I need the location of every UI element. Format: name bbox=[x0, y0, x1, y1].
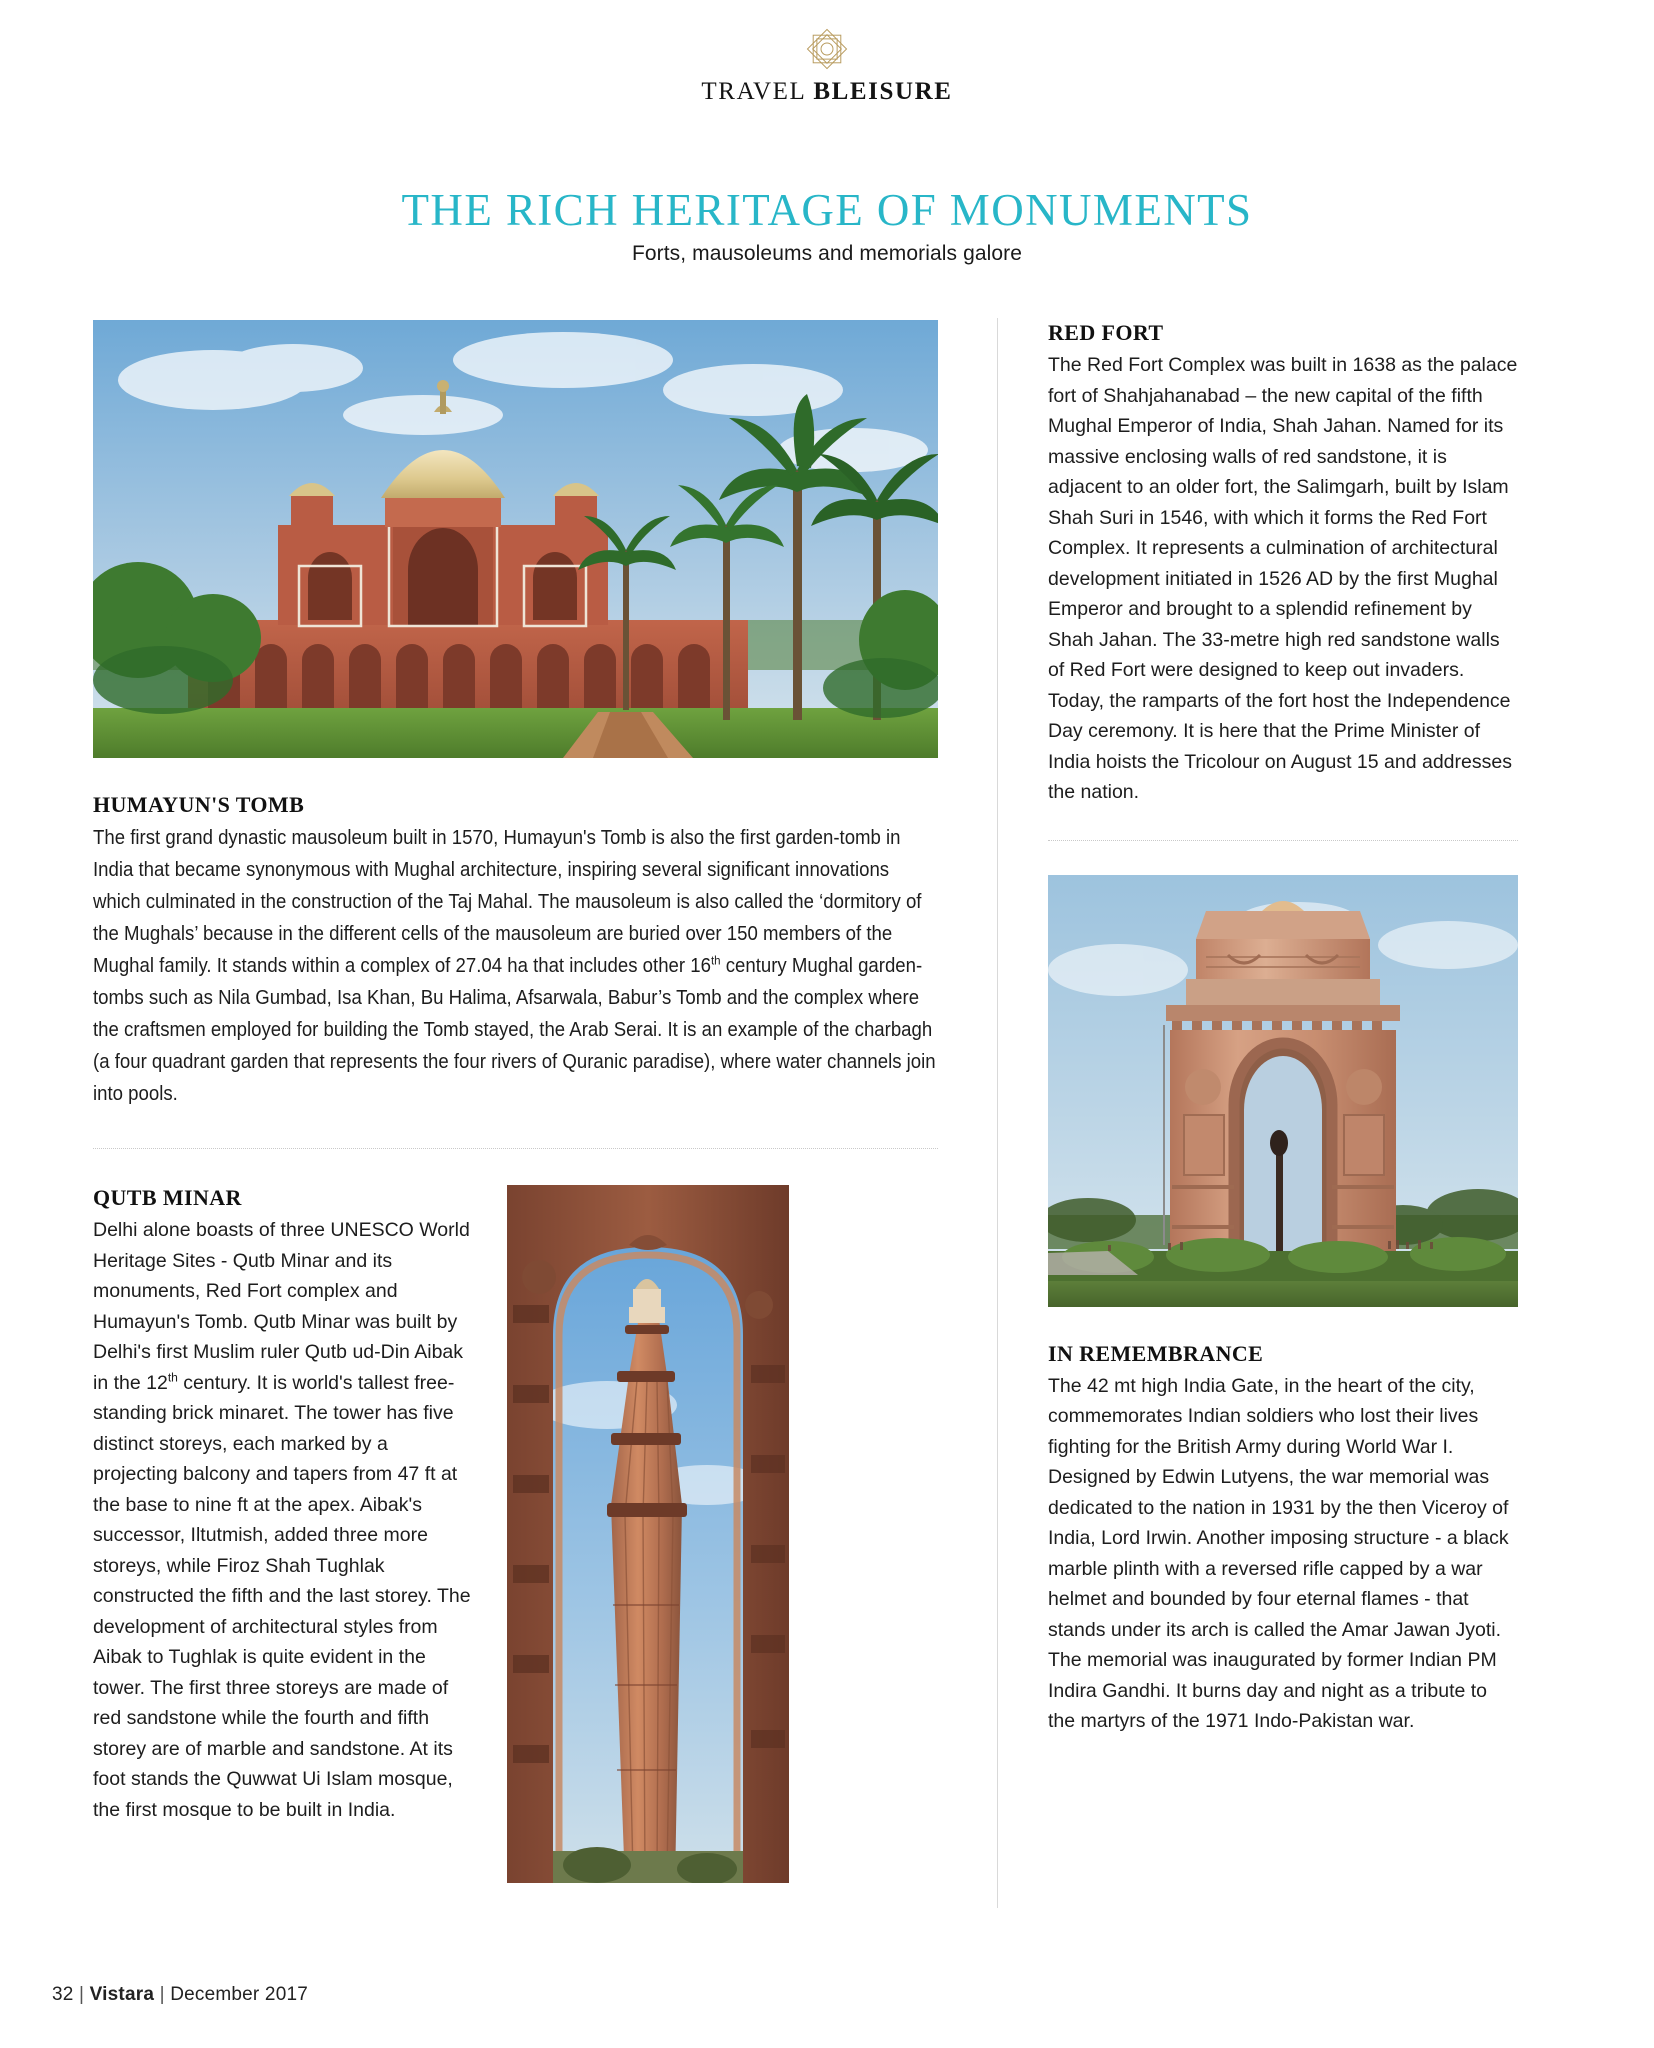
red-fort-heading: RED FORT bbox=[1048, 320, 1164, 345]
remembrance-heading: IN REMEMBRANCE bbox=[1048, 1340, 1264, 1366]
remembrance-body: The 42 mt high India Gate, in the heart of the city, commemorates Indian soldiers who lost their lives fighting for the British Army during World War I. Designed by Edwin Lutyens, the war memorial was dedicated to the nation in 1931 by the then Viceroy of India, Lord Irwin. Another imposing structure - a black marble plinth with a reversed rifle capped by a war helmet and bounded by four eternal flames - that stands under its arch is called the Amar Jawan Jyoti. The memorial was inaugurated by former Indian PM Indira Gandhi. It burns day and night as a tribute to the martyrs of the 1971 Indo-Pakistan war. bbox=[1048, 1374, 1509, 1732]
footer-page-number: 32 bbox=[52, 1984, 74, 2005]
humayun-body bbox=[93, 822, 938, 1110]
footer-magazine-name: Vistara bbox=[89, 1984, 155, 2005]
page-subtitle: Forts, mausoleums and memorials galore bbox=[631, 242, 1023, 265]
humayun-body-part2: century Mughal garden-tombs such as Nila Gumbad, Isa Khan, Bu Halima, Afsarwala, Babur’s Tomb and the complex where the craftsmen employed for building the Tomb stayed, the Arab Serai. It is an example of the charbagh (a four quadrant garden that represents the four rivers of Quranic paradise), where water channels join into pools. bbox=[93, 955, 936, 1105]
qutb-ordinal-suffix: th bbox=[167, 1370, 178, 1384]
humayun-heading: HUMAYUN'S TOMB bbox=[93, 792, 305, 817]
left-section-divider bbox=[93, 1148, 938, 1149]
page-footer bbox=[52, 1984, 308, 2006]
masthead-title-bold: BLEISURE bbox=[813, 78, 953, 105]
qutb-minar-block bbox=[93, 1185, 938, 1883]
masthead-title bbox=[0, 78, 1654, 106]
right-column bbox=[1048, 320, 1518, 1737]
footer-separator-2: | bbox=[159, 1984, 165, 2005]
qutb-minar-photo bbox=[507, 1185, 789, 1883]
masthead bbox=[0, 26, 1654, 106]
qutb-body bbox=[93, 1215, 473, 1825]
octagonal-star-ornament-icon bbox=[804, 26, 850, 72]
qutb-heading: QUTB MINAR bbox=[93, 1185, 242, 1210]
qutb-body-part1: Delhi alone boasts of three UNESCO World Heritage Sites - Qutb Minar and its monuments, Red Fort complex and Humayun's Tomb. Qutb Minar was built by Delhi's first Muslim ruler Qutb ud-Din Aibak in the 12 bbox=[93, 1219, 470, 1394]
qutb-body-part2: century. It is world's tallest free-standing brick minaret. The tower has five distinct storeys, each marked by a projecting balcony and tapers from 47 ft at the base to nine ft at the apex. Aibak's successor, Iltutmish, added three more storeys, while Firoz Shah Tughlak constructed the fifth and the last storey. The development of architectural styles from Aibak to Tughlak is quite evident in the tower. The first three storeys are made of red sandstone while the fourth and fifth storey are of marble and sandstone. At its foot stands the Quwwat Ui Islam mosque, the first mosque to be built in India. bbox=[93, 1371, 471, 1821]
footer-issue-date: December 2017 bbox=[170, 1984, 308, 2005]
left-column bbox=[93, 320, 938, 1883]
humayuns-tomb-photo bbox=[93, 320, 938, 758]
page-title: THE RICH HERITAGE OF MONUMENTS bbox=[401, 185, 1253, 235]
india-gate-photo bbox=[1048, 875, 1518, 1307]
column-divider bbox=[997, 318, 998, 1908]
red-fort-body: The Red Fort Complex was built in 1638 as the palace fort of Shahjahanabad – the new capital of the fifth Mughal Emperor of India, Shah Jahan. Named for its massive enclosing walls of red sandstone, it is adjacent to an older fort, the Salimgarh, built by Islam Shah Suri in 1546, with which it forms the Red Fort Complex. It represents a culmination of architectural development initiated in 1526 AD by the first Mughal Emperor and brought to a splendid refinement by Shah Jahan. The 33-metre high red sandstone walls of Red Fort were designed to keep out invaders. Today, the ramparts of the fort host the Independence Day ceremony. It is here that the Prime Minister of India hoists the Tricolour on August 15 and addresses the nation. bbox=[1048, 354, 1518, 803]
qutb-text-column bbox=[93, 1185, 473, 1825]
footer-separator-1: | bbox=[79, 1984, 85, 2005]
headline-block bbox=[0, 185, 1654, 266]
humayun-body-part1: The first grand dynastic mausoleum built in 1570, Humayun's Tomb is also the first garden-tomb in India that became synonymous with Mughal architecture, inspiring several significant innovations which culminated in the construction of the Taj Mahal. The mausoleum is also called the ‘dormitory of the Mughals’ because in the different cells of the mausoleum are buried over 150 members of the Mughal family. It stands within a complex of 27.04 ha that includes other 16 bbox=[93, 827, 922, 977]
humayun-ordinal-suffix: th bbox=[710, 953, 721, 968]
masthead-title-light: TRAVEL bbox=[701, 78, 814, 105]
right-section-divider bbox=[1048, 840, 1518, 841]
